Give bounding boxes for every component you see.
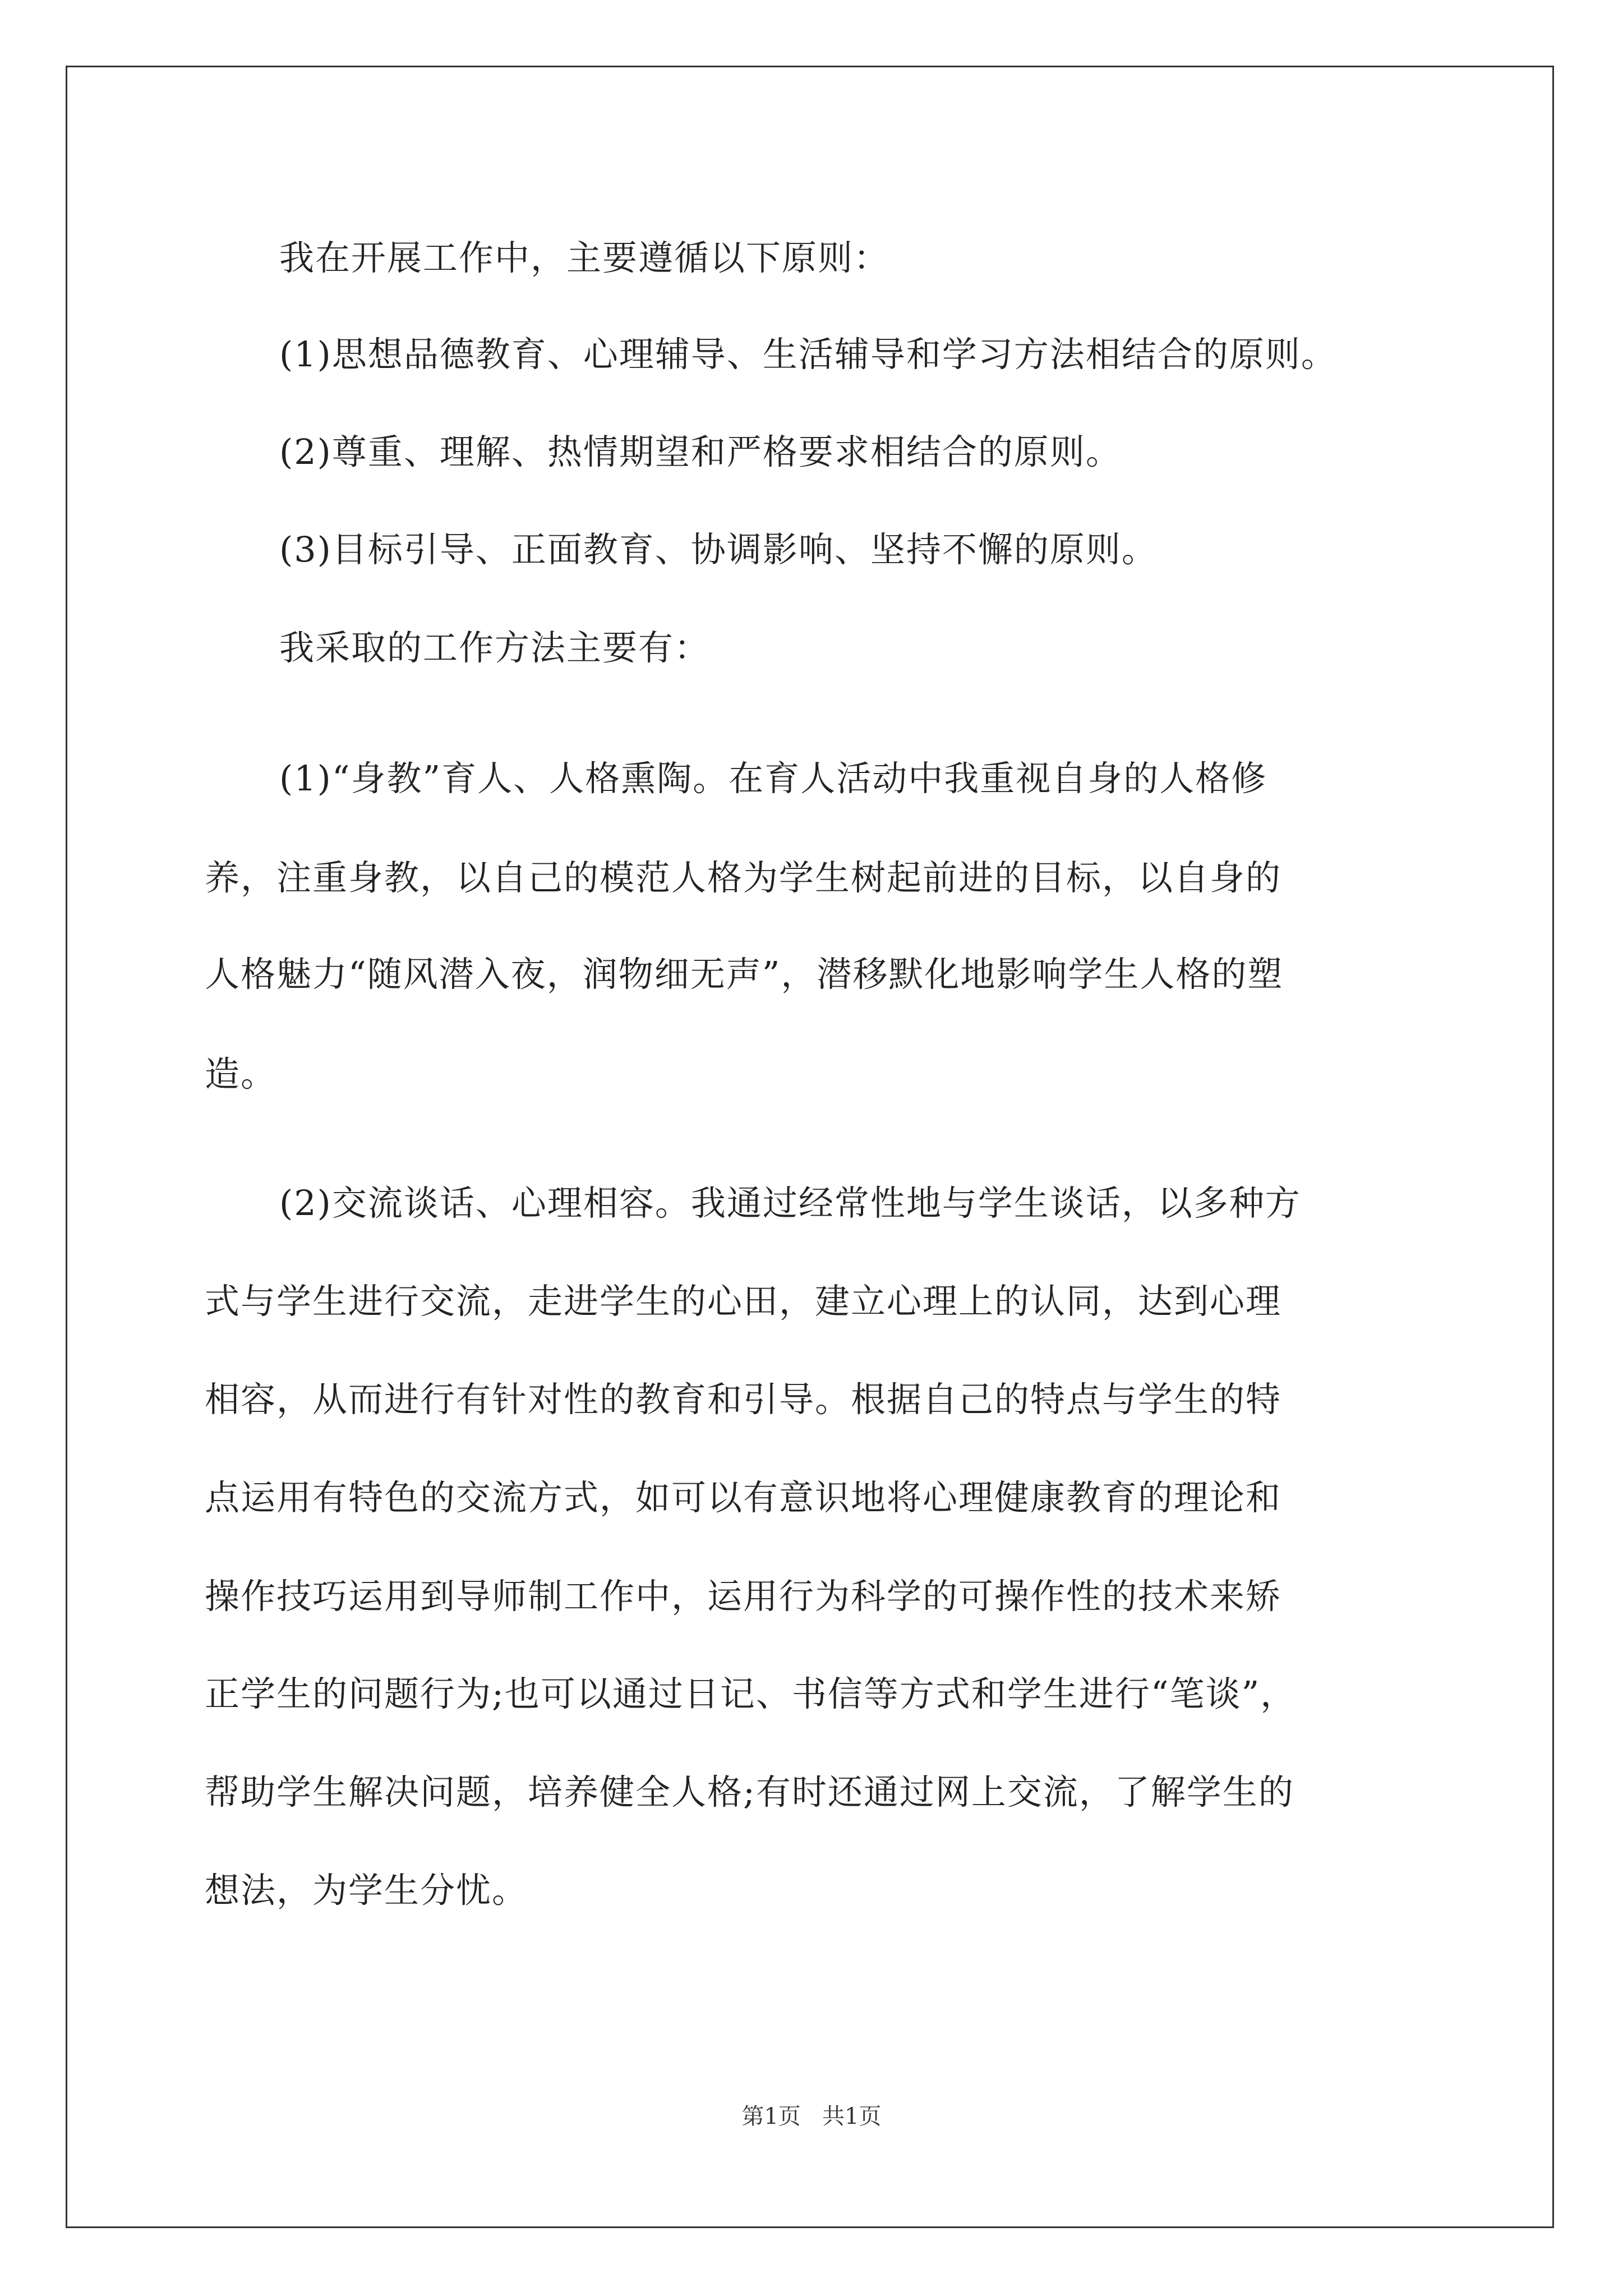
text-line: 式与学生进行交流，走进学生的心田，建立心理上的认同，达到心理: [205, 1281, 1282, 1322]
text-line: 点运用有特色的交流方式，如可以有意识地将心理健康教育的理论和: [205, 1477, 1282, 1518]
text-line: (3)目标引导、正面教育、协调影响、坚持不懈的原则。: [279, 529, 1158, 570]
text-line: (1)思想品德教育、心理辅导、生活辅导和学习方法相结合的原则。: [279, 334, 1337, 375]
text-line: 正学生的问题行为;也可以通过日记、书信等方式和学生进行“笔谈”，: [205, 1673, 1297, 1714]
text-line: 人格魅力“随风潜入夜，润物细无声”，潜移默化地影响学生人格的塑: [205, 954, 1284, 995]
page-number-footer: 第1页 共1页: [741, 2104, 882, 2129]
text-line: 养，注重身教，以自己的模范人格为学生树起前进的目标，以自身的: [205, 857, 1282, 898]
text-line: 帮助学生解决问题，培养健全人格;有时还通过网上交流，了解学生的: [205, 1772, 1294, 1812]
text-line: (1)“身教”育人、人格熏陶。在育人活动中我重视自身的人格修: [279, 758, 1267, 799]
text-line: 我在开展工作中，主要遵循以下原则：: [279, 237, 890, 278]
text-line: 想法，为学生分忧。: [205, 1870, 528, 1911]
text-line: 操作技巧运用到导师制工作中，运用行为科学的可操作性的技术来矫: [205, 1576, 1282, 1617]
text-line: 相容，从而进行有针对性的教育和引导。根据自己的特点与学生的特: [205, 1379, 1282, 1420]
text-line: (2)交流谈话、心理相容。我通过经常性地与学生谈话，以多种方: [279, 1182, 1301, 1223]
text-line: (2)尊重、理解、热情期望和严格要求相结合的原则。: [279, 431, 1122, 472]
text-line: 我采取的工作方法主要有：: [279, 627, 711, 668]
text-line: 造。: [205, 1053, 277, 1094]
